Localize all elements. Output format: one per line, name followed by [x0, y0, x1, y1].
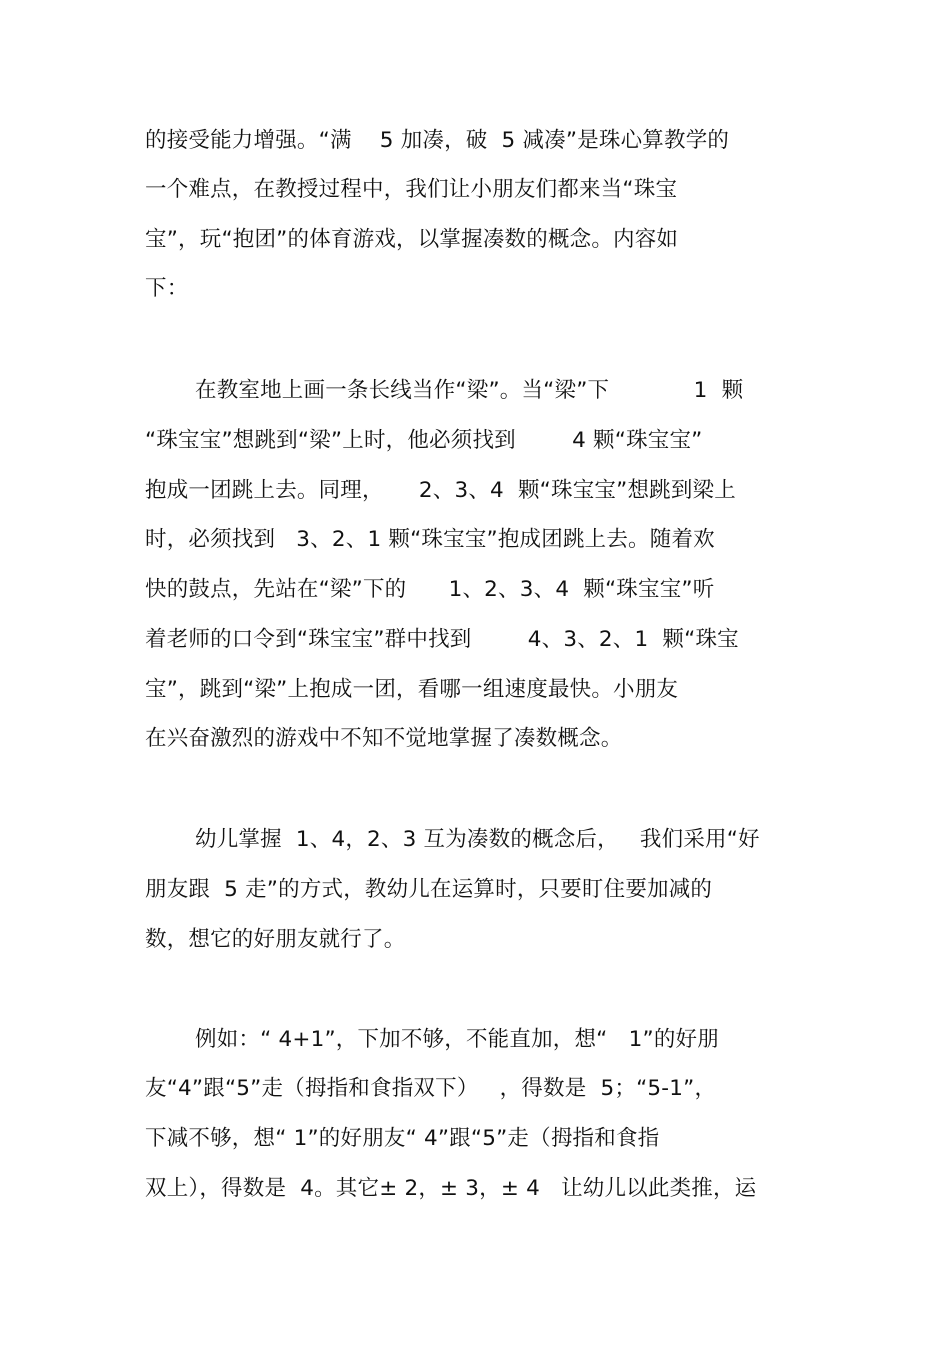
paragraph-2-line-3: 抱成一团跳上去。同理， 2、3、4 颗“珠宝宝”想跳到梁上	[145, 478, 736, 503]
paragraph-2-line-1: 在教室地上画一条长线当作“梁”。当“梁”下 1 颗	[195, 378, 744, 403]
paragraph-4-line-4: 双上），得数是 4。其它± 2，± 3，± 4 让幼儿以此类推，运	[145, 1176, 757, 1201]
paragraph-2-line-4: 时，必须找到 3、2、1 颗“珠宝宝”抱成团跳上去。随着欢	[145, 527, 715, 552]
paragraph-3-line-1: 幼儿掌握 1、4，2、3 互为凑数的概念后， 我们采用“好	[195, 827, 760, 852]
paragraph-2-line-2: “珠宝宝”想跳到“梁”上时，他必须找到 4 颗“珠宝宝”	[145, 428, 703, 453]
paragraph-2-line-8: 在兴奋激烈的游戏中不知不觉地掌握了凑数概念。	[145, 726, 623, 751]
paragraph-2-line-7: 宝”，跳到“梁”上抱成一团，看哪一组速度最快。小朋友	[145, 677, 679, 702]
paragraph-2-line-6: 着老师的口令到“珠宝宝”群中找到 4、3、2、1 颗“珠宝	[145, 627, 739, 652]
paragraph-3-line-2: 朋友跟 5 走”的方式，教幼儿在运算时，只要盯住要加减的	[145, 877, 713, 902]
paragraph-1-line-2: 一个难点，在教授过程中，我们让小朋友们都来当“珠宝	[145, 177, 678, 202]
paragraph-1-line-4: 下：	[145, 276, 189, 301]
paragraph-3-line-3: 数，想它的好朋友就行了。	[145, 927, 406, 952]
paragraph-2-line-5: 快的鼓点，先站在“梁”下的 1、2、3、4 颗“珠宝宝”听	[145, 577, 715, 602]
paragraph-1-line-3: 宝”，玩“抱团”的体育游戏，以掌握凑数的概念。内容如	[145, 227, 679, 252]
paragraph-4-line-1: 例如：“ 4+1”，下加不够，不能直加，想“ 1”的好朋	[195, 1027, 719, 1052]
paragraph-1-line-1: 的接受能力增强。“满 5 加凑，破 5 减凑”是珠心算教学的	[145, 128, 730, 153]
paragraph-4-line-3: 下减不够，想“ 1”的好朋友“ 4”跟“5”走（拇指和食指	[145, 1126, 660, 1151]
paragraph-4-line-2: 友“4”跟“5”走（拇指和食指双下） ，得数是 5；“5-1”，	[145, 1076, 717, 1101]
